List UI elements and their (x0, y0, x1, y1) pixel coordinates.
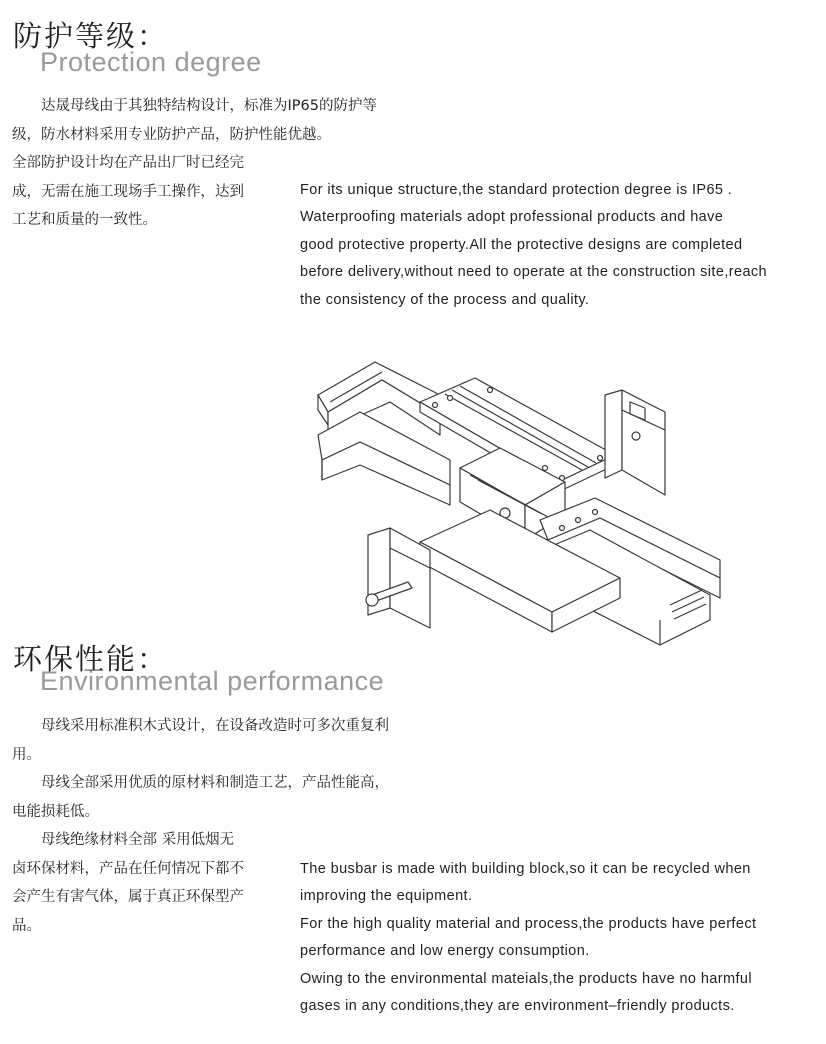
en-line: For the high quality material and process,the products have perfect (300, 915, 757, 932)
cn-line: 电能损耗低。 (12, 803, 99, 820)
en-line: good protective property.All the protective designs are completed (300, 236, 743, 253)
en-line: before delivery,without need to operate at the construction site,reach (300, 264, 768, 281)
protection-title-en: Protection degree (40, 47, 262, 77)
cn-line: 全部防护设计均在产品出厂时已经完 (12, 155, 244, 171)
en-line: Waterproofing materials adopt professional products and have (300, 209, 724, 226)
environmental-title-cn: 环保性能： (13, 642, 169, 676)
cn-line: 母线绝缘材料全部 采用低烟无 (41, 832, 235, 848)
cn-line: 达晟母线由于其独特结构设计，标准为IP65的防护等 (41, 98, 377, 114)
en-line: the consistency of the process and quality. (300, 291, 590, 308)
en-line: performance and low energy consumption. (300, 943, 590, 960)
cn-line: 成，无需在施工现场手工操作，达到 (12, 183, 244, 200)
cn-line: 母线采用标准积木式设计，在设备改造时可多次重复利 (41, 718, 389, 734)
cn-line: 母线全部采用优质的原材料和制造工艺，产品性能高， (41, 775, 389, 791)
en-line: The busbar is made with building block,so it can be recycled when (300, 861, 751, 877)
cn-line: 用。 (12, 746, 41, 763)
cn-line: 卤环保材料，产品在任何情况下都不 (12, 860, 244, 877)
busbar-joint-illustration (300, 350, 730, 650)
cn-line: 级，防水材料采用专业防护产品，防护性能优越。 (12, 126, 331, 143)
cn-line: 会产生有害气体，属于真正环保型产 (12, 889, 244, 905)
environmental-title-en: Environmental performance (40, 666, 385, 696)
en-line: Owing to the environmental mateials,the products have no harmful (300, 970, 752, 987)
cn-line: 品。 (12, 917, 41, 934)
right-clamp-plate (605, 390, 665, 495)
protection-title-cn: 防护等级： (13, 19, 169, 53)
en-line: For its unique structure,the standard protection degree is IP65 . (300, 182, 733, 198)
en-line: improving the equipment. (300, 888, 473, 905)
en-line: gases in any conditions,they are environment–friendly products. (300, 998, 735, 1015)
environmental-en-text (300, 856, 820, 1020)
cn-line: 工艺和质量的一致性。 (12, 212, 157, 228)
protection-en-text (300, 177, 820, 314)
